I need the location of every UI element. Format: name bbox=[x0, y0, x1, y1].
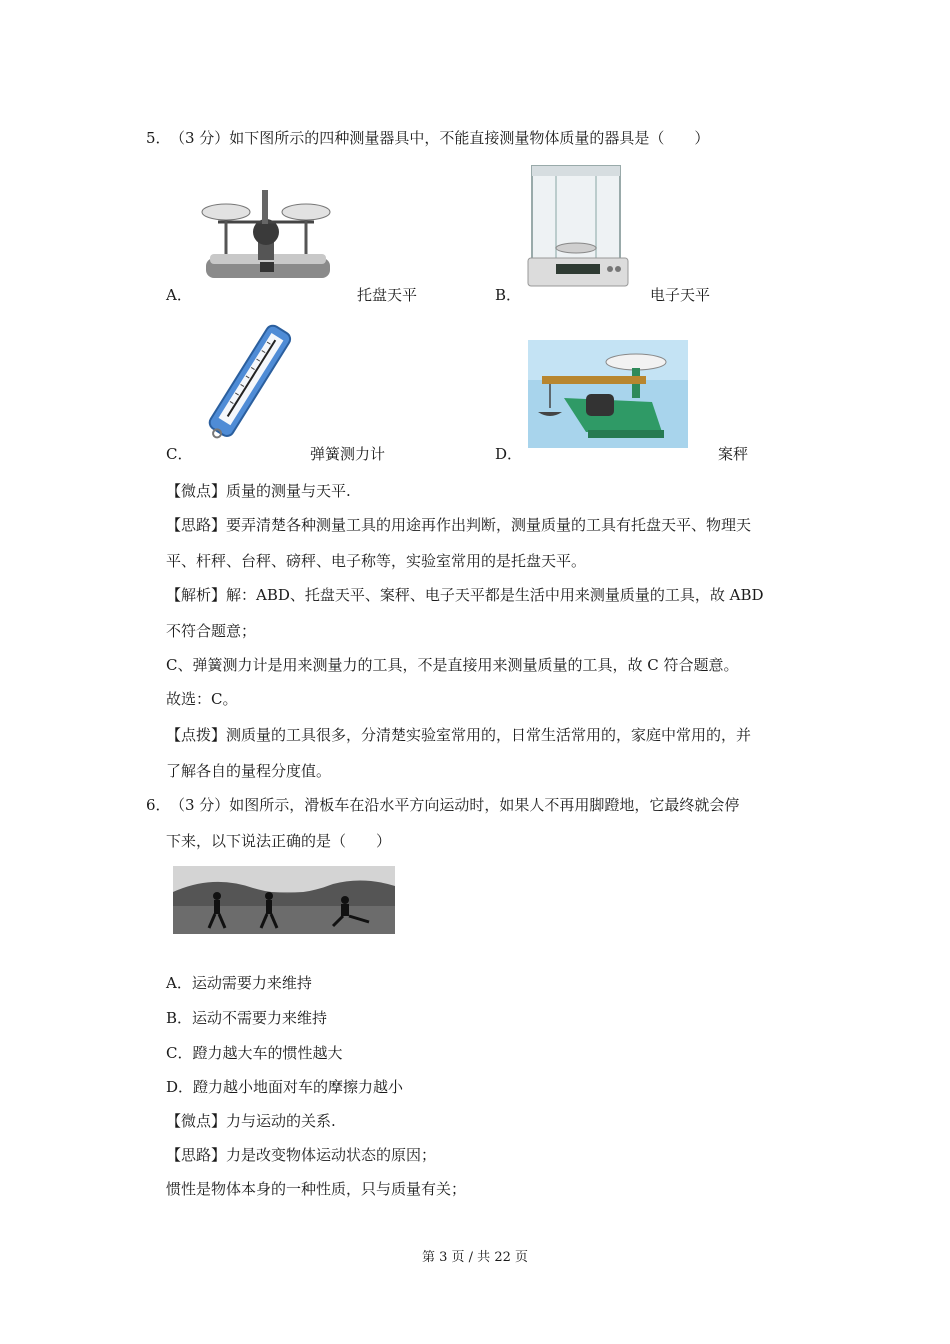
q6-option-c: C．蹬力越大车的惯性越大 bbox=[166, 1044, 343, 1062]
q6-silu-line-2: 惯性是物体本身的一种性质，只与质量有关； bbox=[166, 1180, 467, 1198]
q5-option-d-caption: 案秤 bbox=[718, 445, 749, 463]
q5-dianbo-line-2: 了解各自的量程分度值。 bbox=[166, 762, 332, 780]
q5-silu-line-2: 平、杆秤、台秤、磅秤、电子称等，实验室常用的是托盘天平。 bbox=[166, 552, 587, 570]
q6-option-a: A．运动需要力来维持 bbox=[166, 974, 312, 992]
q5-number: 5． bbox=[146, 129, 171, 147]
q6-number: 6． bbox=[146, 796, 171, 814]
q5-silu-line-1: 【思路】要弄清楚各种测量工具的用途再作出判断，测量质量的工具有托盘天平、物理天 bbox=[166, 516, 752, 534]
q5-jiexi-line-1: 【解析】解：ABD、托盘天平、案秤、电子天平都是生活中用来测量质量的工具，故 ABD bbox=[166, 586, 764, 604]
q6-option-b: B．运动不需要力来维持 bbox=[166, 1009, 328, 1027]
q5-dianbo-line-1: 【点拨】测质量的工具很多，分清楚实验室常用的，日常生活常用的，家庭中常用的，并 bbox=[166, 726, 752, 744]
q5-option-c-letter: C． bbox=[166, 445, 193, 463]
q5-weidian: 【微点】质量的测量与天平. bbox=[166, 482, 351, 500]
q5-stem: （3 分）如下图所示的四种测量器具中，不能直接测量物体质量的器具是（ ） bbox=[170, 129, 710, 147]
q6-silu-line-1: 【思路】力是改变物体运动状态的原因； bbox=[166, 1146, 437, 1164]
spring-scale-image bbox=[198, 318, 298, 446]
q5-option-a-letter: A． bbox=[166, 286, 192, 304]
q5-option-b-letter: B． bbox=[495, 286, 522, 304]
scooter-photo-image bbox=[173, 866, 395, 934]
q6-option-d: D．蹬力越小地面对车的摩擦力越小 bbox=[166, 1078, 404, 1096]
q5-jiexi-line-4: 故选：C。 bbox=[166, 690, 238, 708]
q5-option-d-letter: D． bbox=[495, 445, 523, 463]
q5-option-a-caption: 托盘天平 bbox=[357, 286, 418, 304]
electronic-balance-image bbox=[526, 162, 630, 292]
q6-weidian: 【微点】力与运动的关系. bbox=[166, 1112, 336, 1130]
tray-balance-image bbox=[198, 186, 334, 290]
q5-jiexi-line-2: 不符合题意； bbox=[166, 622, 257, 640]
page-footer: 第 3 页 / 共 22 页 bbox=[422, 1250, 528, 1265]
platform-scale-image bbox=[528, 340, 688, 448]
q6-stem-line-2: 下来，以下说法正确的是（ ） bbox=[166, 832, 392, 850]
q5-option-c-caption: 弹簧测力计 bbox=[310, 445, 386, 463]
q6-stem-line-1: （3 分）如图所示，滑板车在沿水平方向运动时，如果人不再用脚蹬地，它最终就会停 bbox=[170, 796, 740, 814]
q5-jiexi-line-3: C、弹簧测力计是用来测量力的工具，不是直接用来测量质量的工具，故 C 符合题意。 bbox=[166, 656, 739, 674]
q5-option-b-caption: 电子天平 bbox=[650, 286, 711, 304]
